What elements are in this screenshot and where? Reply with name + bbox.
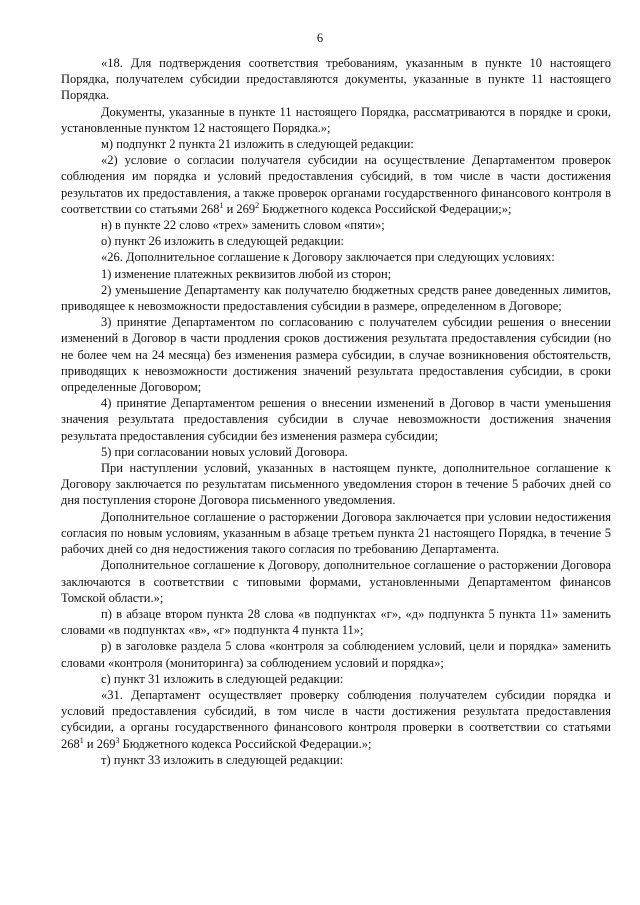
superscript: 2 — [255, 200, 260, 210]
body-text — [61, 55, 611, 768]
paragraph-text: Бюджетного кодекса Российской Федерации;»; — [259, 201, 512, 216]
paragraph-text: «31. Департамент осуществляет проверку соблюдения получателем субсидии порядка и условий предоставления субсидий, в том числе в части достижения результата предоставления субсидии, а органы государственного финансового контроля проверки в соответствии со статьями — [61, 687, 611, 735]
paragraph: 1) изменение платежных реквизитов любой из сторон; — [101, 266, 392, 281]
paragraph: Дополнительное соглашение о расторжении Договора заключается при условии недостижения согласия по новым условиям, указанным в абзаце третьем пункта 21 настоящего Порядка, в течение 5 рабочих дней со дня недостижения такого согласия по требованию Департамента. — [61, 509, 611, 557]
paragraph-text: и — [223, 201, 237, 216]
paragraph: 5) при согласовании новых условий Договора. — [101, 444, 348, 459]
paragraph: 3) принятие Департаментом по согласованию с получателем субсидии решения о внесении изменений в Договор в части продления сроков достижения результата предоставления субсидии (но не более чем на 24 месяца) без изменения размера субсидии, в случае возникновения обстоятельств, приводящих к невозможности достижения значений результата предоставления субсидии, в сроки определенные Договором; — [61, 315, 611, 395]
article-number: 268 — [61, 736, 80, 751]
paragraph: 4) принятие Департаментом решения о внесении изменений в Договор в части уменьшения значения результата предоставления субсидии в случае невозможности достижения значения результата предоставления субсидии без изменения размера субсидии; — [61, 396, 611, 443]
paragraph: с) пункт 31 изложить в следующей редакции: — [101, 671, 344, 686]
paragraph: 2) уменьшение Департаменту как получателю бюджетных средств ранее доведенных лимитов, приводящее к невозможности предоставления субсидии в размере, определенном в Договоре; — [61, 282, 611, 314]
paragraph: т) пункт 33 изложить в следующей редакции: — [101, 752, 344, 767]
paragraph — [61, 687, 611, 752]
paragraph-text: и — [83, 736, 97, 751]
article-number: 268 — [200, 201, 220, 216]
superscript: 1 — [219, 200, 224, 210]
paragraph: м) подпункт 2 пункта 21 изложить в следующей редакции: — [101, 137, 414, 152]
paragraph: При наступлении условий, указанных в настоящем пункте, дополнительное соглашение к Договору заключается по результатам письменного уведомления сторон в течение 5 рабочих дней со дня поступления стороне Договора письменного уведомления. — [61, 461, 611, 508]
paragraph-text: Бюджетного кодекса Российской Федерации.»; — [119, 736, 372, 751]
paragraph: п) в абзаце втором пункта 28 слова «в подпунктах «г», «д» подпункта 5 пункта 11» заменить словами «в подпунктах «в», «г» подпункта 4 пункта 11»; — [61, 606, 611, 638]
paragraph-text: «2) условие о согласии получателя субсидии на осуществление Департаментом проверок соблюдения им порядка и условий предоставления субсидий, в том числе в части достижения результатов их предоставления, а также проверок органами государственного финансового контроля в соответствии со статьями — [61, 153, 611, 216]
paragraph: «18. Для подтверждения соответствия требованиям, указанным в пункте 10 настоящего Порядка, получателем субсидии предоставляются документы, указанные в пункте 11 настоящего Порядка. — [61, 56, 611, 103]
paragraph: н) в пункте 22 слово «трех» заменить словом «пяти»; — [101, 218, 385, 233]
paragraph: Дополнительное соглашение к Договору, дополнительное соглашение о расторжении Договора заключаются в соответствии с типовыми формами, установленными Департаментом финансов Томской области.»; — [61, 558, 611, 605]
article-number: 269 — [96, 736, 116, 751]
page-number: 6 — [316, 31, 324, 45]
paragraph: о) пункт 26 изложить в следующей редакции: — [101, 234, 344, 249]
paragraph: «26. Дополнительное соглашение к Договору заключается при следующих условиях: — [101, 250, 555, 265]
paragraph: р) в заголовке раздела 5 слова «контроля за соблюдением условий, цели и порядка» заменить словами «контроля (мониторинга) за соблюдением условий и порядка»; — [61, 639, 611, 670]
paragraph: Документы, указанные в пункте 11 настоящего Порядка, рассматриваются в порядке и сроки, установленные пунктом 12 настоящего Порядка.»; — [61, 104, 611, 135]
superscript: 1 — [79, 735, 84, 745]
paragraph — [61, 152, 611, 217]
superscript: 3 — [115, 735, 120, 745]
article-number: 269 — [236, 201, 256, 216]
